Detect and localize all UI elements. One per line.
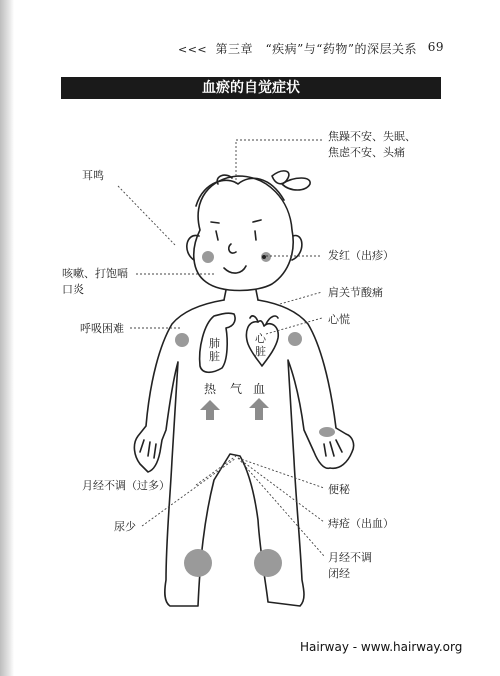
label-breathing: 呼吸困难 bbox=[80, 322, 124, 335]
label-scanty-urine: 尿少 bbox=[114, 520, 136, 533]
page-number: 69 bbox=[427, 40, 444, 54]
knee-spot-right bbox=[254, 549, 282, 577]
leader-shoulder bbox=[280, 292, 322, 304]
arrow-up-icon bbox=[249, 398, 269, 420]
heat-label: 热 bbox=[204, 382, 217, 396]
hair bbox=[196, 178, 284, 206]
body-outline bbox=[134, 300, 353, 606]
qi-label: 气 bbox=[230, 382, 243, 396]
left-ear bbox=[187, 235, 199, 260]
label-palpitation: 心慌 bbox=[328, 313, 350, 326]
nose bbox=[229, 244, 236, 253]
label-hemorrhoid: 痔疮（出血） bbox=[328, 517, 394, 530]
watermark: Hairway - www.hairway.org bbox=[300, 640, 463, 654]
head-outline bbox=[194, 176, 293, 291]
shoulder-spot-left bbox=[175, 333, 189, 347]
chapter-title: 第三章 “疾病”与“药物”的深层关系 bbox=[215, 42, 418, 56]
blood-label: 血 bbox=[253, 382, 266, 396]
label-cough: 咳嗽、打饱嗝 口炎 bbox=[62, 267, 128, 296]
hand-spot bbox=[319, 427, 335, 437]
label-menstrual-irregular: 月经不调 闭经 bbox=[328, 551, 372, 580]
knee-spot-left bbox=[184, 549, 212, 577]
rash-dot bbox=[262, 255, 266, 259]
heart-label: 心脏 bbox=[255, 332, 266, 358]
leader-hemorrhoid bbox=[238, 458, 324, 522]
chevron-icon: <<< bbox=[178, 43, 208, 56]
cheek-spot-left bbox=[202, 251, 214, 263]
page-title: 血瘀的自觉症状 bbox=[61, 77, 441, 99]
leader-tinnitus bbox=[118, 186, 176, 246]
label-shoulder: 肩关节酸痛 bbox=[328, 286, 383, 299]
lung-label: 肺脏 bbox=[209, 337, 220, 363]
label-tinnitus: 耳鸣 bbox=[82, 169, 104, 182]
shoulder-spot-right bbox=[288, 332, 302, 346]
label-anxiety: 焦躁不安、失眠、 焦虑不安、头痛 bbox=[328, 130, 416, 159]
label-constipation: 便秘 bbox=[328, 483, 350, 496]
label-flush: 发红（出疹） bbox=[328, 249, 394, 262]
arrow-up-icon bbox=[200, 400, 220, 420]
leader-menstrual-heavy bbox=[196, 456, 236, 485]
mouth bbox=[224, 266, 246, 273]
label-menstrual-heavy: 月经不调（过多） bbox=[82, 479, 170, 492]
